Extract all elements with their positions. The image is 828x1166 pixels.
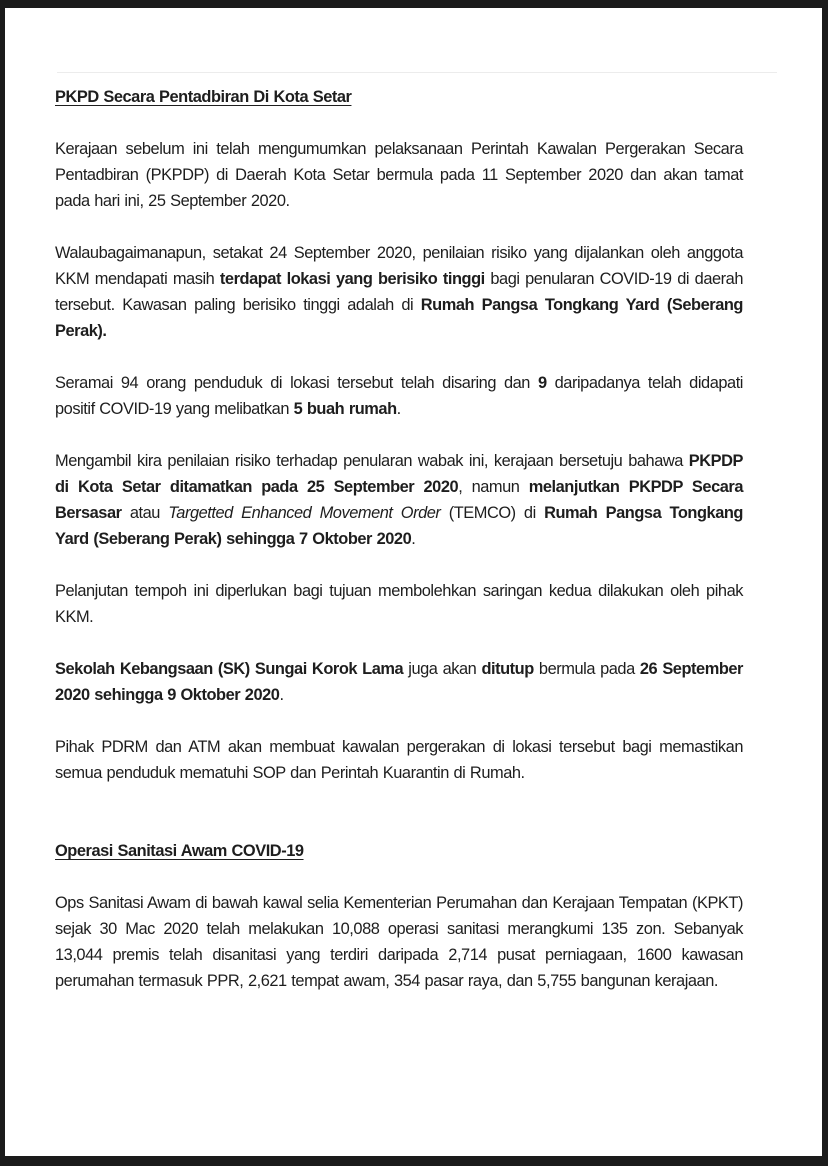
bold-text: 5 buah rumah bbox=[293, 400, 397, 418]
paragraph-school-closure bbox=[55, 656, 743, 708]
section-heading-pkpd: PKPD Secara Pentadbiran Di Kota Setar bbox=[55, 88, 352, 106]
text: (TEMCO) di bbox=[440, 504, 545, 522]
italic-text: Targetted Enhanced Movement Order bbox=[168, 504, 441, 522]
text: Walaubagaimanapun, setakat 24 September 2020, penilaian risiko yang dijalankan oleh anggota KKM mendapati masih bbox=[55, 244, 743, 288]
paragraph-extension: Pelanjutan tempoh ini diperlukan bagi tujuan membolehkan saringan kedua dilakukan oleh pihak KKM. bbox=[55, 582, 743, 626]
bold-text: Rumah Pangsa Tongkang Yard (Seberang Perak) sehingga 7 Oktober 2020 bbox=[55, 504, 743, 548]
section-heading-sanitation: Operasi Sanitasi Awam COVID-19 bbox=[55, 842, 304, 860]
bold-text: melanjutkan PKPDP Secara Bersasar bbox=[55, 478, 743, 522]
bold-text: Sekolah Kebangsaan (SK) Sungai Korok Lama bbox=[55, 660, 404, 678]
bold-text: terdapat lokasi yang berisiko tinggi bbox=[219, 270, 485, 288]
document-body bbox=[55, 74, 743, 994]
bold-text: Rumah Pangsa Tongkang Yard (Seberang Perak). bbox=[55, 296, 743, 340]
bold-text: PKPDP di Kota Setar ditamatkan pada 25 September 2020 bbox=[55, 452, 743, 496]
text: . bbox=[396, 400, 401, 418]
top-divider bbox=[57, 72, 777, 73]
text: . bbox=[411, 530, 416, 548]
paragraph-risk-assessment bbox=[55, 240, 743, 344]
paragraph-sanitation-ops: Ops Sanitasi Awam di bawah kawal selia Kementerian Perumahan dan Kerajaan Tempatan (KPKT) sejak 30 Mac 2020 telah melakukan 10,088 operasi sanitasi merangkumi 135 zon. Sebanyak 13,044 premis telah disanitasi yang terdiri daripada 2,714 pusat perniagaan, 1600 kawasan perumahan termasuk PPR, 2,621 tempat awam, 354 pasar raya, dan 5,755 bangunan kerajaan. bbox=[55, 894, 743, 990]
paragraph-temco-decision bbox=[55, 448, 743, 552]
text: atau bbox=[121, 504, 169, 522]
text: Seramai 94 orang penduduk di lokasi tersebut telah disaring dan bbox=[55, 374, 538, 392]
paragraph-screening bbox=[55, 370, 743, 422]
document-page bbox=[5, 8, 822, 1156]
text: bagi penularan COVID-19 di daerah tersebut. Kawasan paling berisiko tinggi adalah di bbox=[55, 270, 743, 314]
text: juga akan bbox=[403, 660, 482, 678]
paragraph-enforcement: Pihak PDRM dan ATM akan membuat kawalan pergerakan di lokasi tersebut bagi memastikan semua penduduk mematuhi SOP dan Perintah Kuarantin di Rumah. bbox=[55, 738, 743, 782]
text: Mengambil kira penilaian risiko terhadap penularan wabak ini, kerajaan bersetuju bahawa bbox=[55, 452, 689, 470]
text: , namun bbox=[458, 478, 529, 496]
text: daripadanya telah didapati positif COVID-19 yang melibatkan bbox=[55, 374, 743, 418]
bold-text: ditutup bbox=[481, 660, 534, 678]
text: . bbox=[279, 686, 284, 704]
text: bermula pada bbox=[533, 660, 640, 678]
bold-text: 9 bbox=[537, 374, 547, 392]
paragraph-announcement: Kerajaan sebelum ini telah mengumumkan pelaksanaan Perintah Kawalan Pergerakan Secara Pentadbiran (PKPDP) di Daerah Kota Setar bermula pada 11 September 2020 dan akan tamat pada hari ini, 25 September 2020. bbox=[55, 140, 743, 210]
bold-text: 26 September 2020 sehingga 9 Oktober 2020 bbox=[55, 660, 743, 704]
